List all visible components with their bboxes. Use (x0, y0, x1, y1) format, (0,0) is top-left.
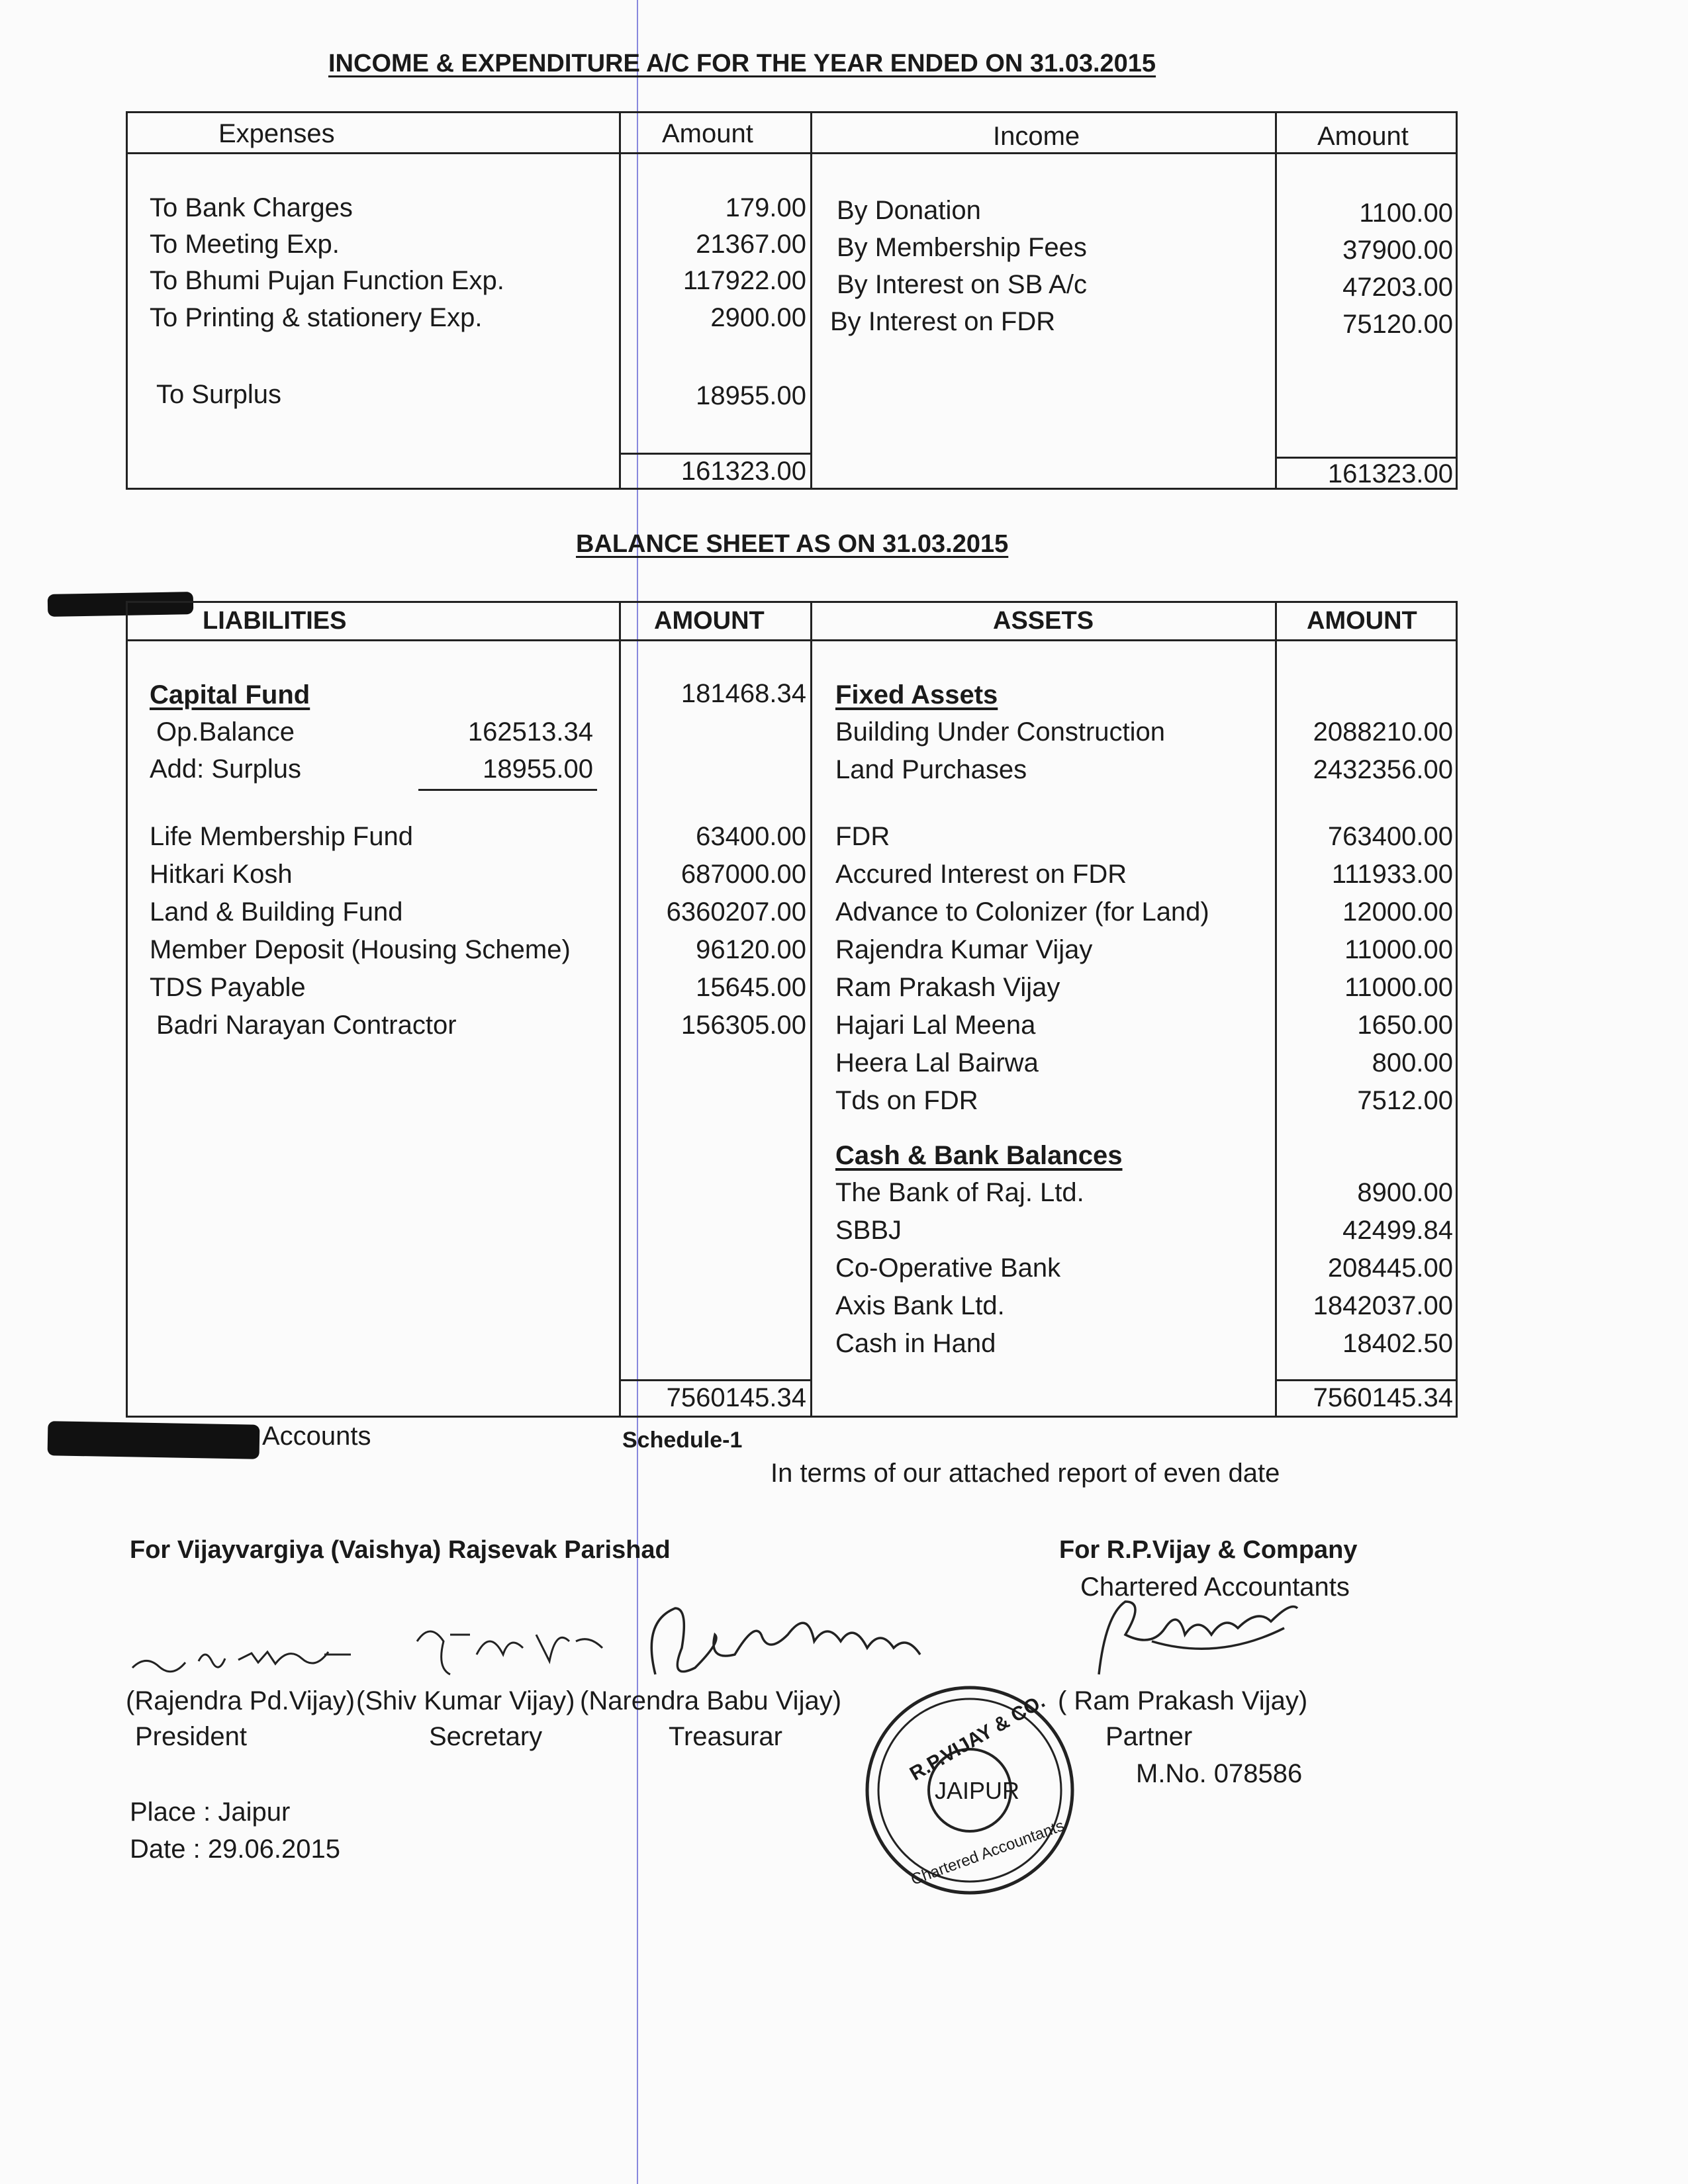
firm-name: For R.P.Vijay & Company (1059, 1536, 1358, 1564)
asset-label: Building Under Construction (835, 717, 1166, 747)
bs-title: BALANCE SHEET AS ON 31.03.2015 (576, 530, 1009, 558)
asset-amount: 111933.00 (1331, 860, 1453, 889)
liability-amount: 156305.00 (680, 1011, 806, 1040)
asset-label: Hajari Lal Meena (835, 1011, 1036, 1040)
treasurer-name: (Narendra Babu Vijay) (580, 1686, 842, 1715)
ie-expense-amount: 179.00 (725, 193, 806, 222)
ie-expense-label: To Surplus (156, 380, 281, 409)
signature-secretary (410, 1615, 622, 1688)
treasurer-role: Treasurar (669, 1722, 782, 1751)
asset-label: FDR (835, 822, 890, 851)
signature-partner (1086, 1588, 1311, 1681)
asset-amount: 2432356.00 (1313, 755, 1453, 784)
ie-expense-label: To Meeting Exp. (150, 230, 340, 259)
ie-expense-label: To Bhumi Pujan Function Exp. (150, 266, 504, 295)
cash-amount: 42499.84 (1342, 1216, 1453, 1245)
liability-label: Life Membership Fund (150, 822, 413, 851)
asset-label: Land Purchases (835, 755, 1027, 784)
cash-label: SBBJ (835, 1216, 902, 1245)
cash-label: Axis Bank Ltd. (835, 1291, 1005, 1320)
ie-total-left: 161323.00 (680, 457, 806, 486)
schedule-label: Schedule-1 (622, 1428, 743, 1453)
ie-header-amount-1: Amount (662, 119, 753, 148)
fixed-assets-heading: Fixed Assets (835, 680, 998, 709)
add-surplus-label: Add: Surplus (150, 754, 302, 784)
ie-income-amount: 47203.00 (1342, 273, 1453, 302)
asset-amount: 763400.00 (1327, 822, 1453, 851)
cash-amount: 18402.50 (1342, 1329, 1453, 1358)
stamp-bottom-text: Chartered Accountants (908, 1817, 1067, 1889)
cash-label: Co-Operative Bank (835, 1253, 1061, 1283)
add-surplus-value: 18955.00 (483, 754, 593, 784)
liability-label: Badri Narayan Contractor (156, 1011, 457, 1040)
bs-total-left: 7560145.34 (666, 1383, 806, 1412)
terms-text: In terms of our attached report of even date (771, 1459, 1280, 1488)
ie-header-amount-2: Amount (1317, 122, 1409, 151)
stamp-center-text: JAIPUR (935, 1777, 1020, 1804)
bs-total-right: 7560145.34 (1313, 1383, 1453, 1412)
liability-amount: 63400.00 (696, 822, 806, 851)
secretary-name: (Shiv Kumar Vijay) (356, 1686, 575, 1715)
ie-expense-amount: 21367.00 (696, 230, 806, 259)
liability-label: Hitkari Kosh (150, 860, 293, 889)
ie-expense-amount: 2900.00 (710, 303, 806, 332)
ie-income-amount: 75120.00 (1342, 310, 1453, 339)
ie-income-label: By Interest on FDR (830, 307, 1056, 336)
ie-income-label: By Interest on SB A/c (837, 270, 1087, 299)
asset-amount: 11000.00 (1344, 935, 1453, 964)
firm-subtitle: Chartered Accountants (1080, 1572, 1350, 1602)
liability-label: TDS Payable (150, 973, 306, 1002)
bs-header-assets: ASSETS (993, 607, 1094, 635)
company-seal-stamp (861, 1681, 1079, 1899)
bs-header-amount-1: AMOUNT (654, 607, 765, 635)
ie-income-label: By Donation (837, 196, 981, 225)
liability-label: Land & Building Fund (150, 897, 403, 927)
cash-amount: 8900.00 (1357, 1178, 1453, 1207)
president-name: (Rajendra Pd.Vijay) (126, 1686, 355, 1715)
asset-amount: 2088210.00 (1313, 717, 1453, 747)
capital-fund-amount: 181468.34 (680, 679, 806, 708)
asset-label: Ram Prakash Vijay (835, 973, 1060, 1002)
ie-expense-label: To Bank Charges (150, 193, 353, 222)
liability-amount: 687000.00 (680, 860, 806, 889)
asset-label: Rajendra Kumar Vijay (835, 935, 1093, 964)
cash-bank-heading: Cash & Bank Balances (835, 1141, 1123, 1170)
cash-label: Cash in Hand (835, 1329, 996, 1358)
ie-total-right: 161323.00 (1327, 459, 1453, 488)
op-balance-value: 162513.34 (467, 717, 593, 747)
partner-name: ( Ram Prakash Vijay) (1058, 1686, 1308, 1715)
signature-president (126, 1628, 377, 1688)
ie-expense-amount: 18955.00 (696, 381, 806, 410)
accounts-label: Accounts (262, 1422, 371, 1451)
cash-label: The Bank of Raj. Ltd. (835, 1178, 1084, 1207)
ie-expense-label: To Printing & stationery Exp. (150, 303, 483, 332)
asset-amount: 800.00 (1372, 1048, 1453, 1077)
ie-header-expenses: Expenses (218, 119, 335, 148)
liability-label: Member Deposit (Housing Scheme) (150, 935, 571, 964)
bs-header-amount-2: AMOUNT (1307, 607, 1417, 635)
liability-amount: 96120.00 (696, 935, 806, 964)
asset-amount: 1650.00 (1357, 1011, 1453, 1040)
ie-table (126, 111, 1458, 490)
bs-header-liabilities: LIABILITIES (203, 607, 347, 635)
president-role: President (135, 1722, 247, 1751)
signature-treasurer (642, 1595, 947, 1694)
secretary-role: Secretary (429, 1722, 543, 1751)
liability-amount: 15645.00 (696, 973, 806, 1002)
asset-amount: 12000.00 (1342, 897, 1453, 927)
org-name: For Vijayvargiya (Vaishya) Rajsevak Parishad (130, 1536, 671, 1564)
ie-income-amount: 1100.00 (1359, 199, 1453, 228)
stamp-top-text: R.P.VIJAY & CO. (906, 1690, 1049, 1786)
asset-amount: 7512.00 (1357, 1086, 1453, 1115)
redaction-mark (48, 1421, 260, 1459)
op-balance-label: Op.Balance (156, 717, 295, 747)
asset-amount: 11000.00 (1344, 973, 1453, 1002)
asset-label: Tds on FDR (835, 1086, 978, 1115)
liability-amount: 6360207.00 (666, 897, 806, 927)
cash-amount: 1842037.00 (1313, 1291, 1453, 1320)
ie-title: INCOME & EXPENDITURE A/C FOR THE YEAR ENDED ON 31.03.2015 (328, 50, 1156, 77)
asset-label: Accured Interest on FDR (835, 860, 1127, 889)
capital-fund-heading: Capital Fund (150, 680, 310, 709)
partner-role: Partner (1105, 1722, 1193, 1751)
cash-amount: 208445.00 (1327, 1253, 1453, 1283)
asset-label: Heera Lal Bairwa (835, 1048, 1039, 1077)
place: Place : Jaipur (130, 1797, 291, 1827)
ie-income-label: By Membership Fees (837, 233, 1087, 262)
membership-number: M.No. 078586 (1136, 1759, 1303, 1788)
ie-expense-amount: 117922.00 (682, 266, 806, 295)
asset-label: Advance to Colonizer (for Land) (835, 897, 1209, 927)
ie-header-income: Income (993, 122, 1080, 151)
date: Date : 29.06.2015 (130, 1835, 341, 1864)
ie-income-amount: 37900.00 (1342, 236, 1453, 265)
